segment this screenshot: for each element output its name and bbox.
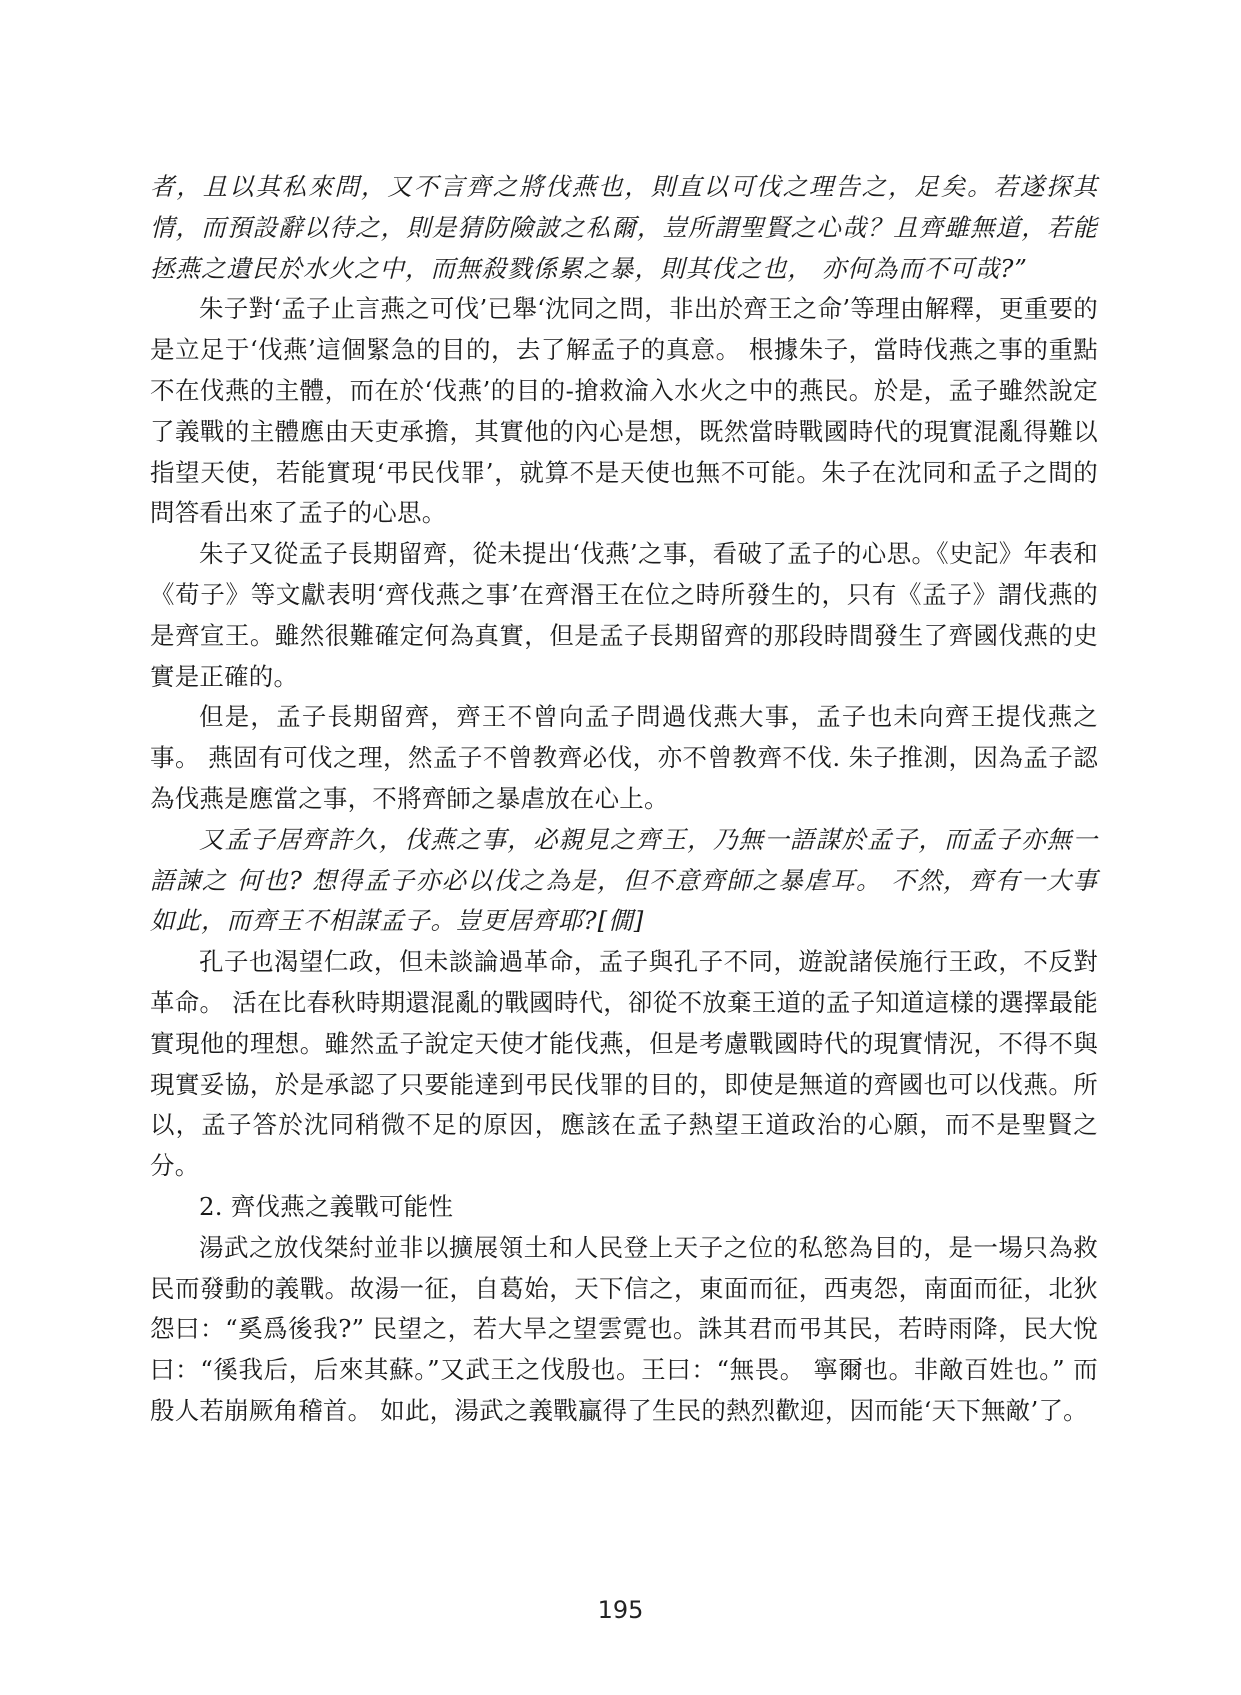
body-paragraph-3: 但是，孟子長期留齊，齊王不曾向孟子問過伐燕大事，孟子也未向齊王提伐燕之事。 燕固有可伐之理，然孟子不曾教齊必伐，亦不曾教齊不伐. 朱子推測，因為孟子認為伐燕是應當之事，不將齊師之暴虐放在心上。 [150,702,1098,813]
body-paragraph-5: 湯武之放伐桀紂並非以擴展領土和人民登上天子之位的私慾為目的，是一場只為救民而發動的義戰。故湯一征，自葛始，天下信之，東面而征，西夷怨，南面而征，北狄怨曰：“奚爲後我?” 民望之，若大旱之望雲霓也。誅其君而弔其民，若時雨降，民大悅曰：“徯我后，后來其蘇。”又武王之伐殷也。王曰：“無畏。 寧爾也。非敵百姓也。” 而殷人若崩厥角稽首。 如此，湯武之義戰贏得了生民的熱烈歡迎，因而能‘天下無敵’了。 [150,1232,1098,1425]
body-text [150,167,1098,1432]
quote-paragraph-2: 又孟子居齊許久，伐燕之事，必親見之齊王，乃無一語謀於孟子，而孟子亦無一語諫之 何也? 想得孟子亦必以伐之為是，但不意齊師之暴虐耳。 不然，齊有一大事如此，而齊王不相謀孟子。豈更居齊耶?[僩] [150,824,1098,936]
body-paragraph-2: 朱子又從孟子長期留齊，從未提出‘伐燕’之事，看破了孟子的心思。《史記》年表和《荀子》等文獻表明‘齊伐燕之事’在齊湣王在位之時所發生的，只有《孟子》謂伐燕的是齊宣王。雖然很難確定何為真實，但是孟子長期留齊的那段時間發生了齊國伐燕的史實是正確的。 [150,539,1098,691]
section-heading: 2. 齊伐燕之義戰可能性 [199,1191,454,1221]
page-number: 195 [597,1596,644,1624]
body-paragraph-4: 孔子也渴望仁政，但未談論過革命，孟子與孔子不同，遊說諸侯施行王政，不反對革命。 活在比春秋時期還混亂的戰國時代，卻從不放棄王道的孟子知道這樣的選擇最能實現他的理想。雖然孟子說定天使才能伐燕，但是考慮戰國時代的現實情況，不得不與現實妥協，於是承認了只要能達到弔民伐罪的目的，即使是無道的齊國也可以伐燕。所以，孟子答於沈同稍微不足的原因，應該在孟子熱望王道政治的心願，而不是聖賢之分。 [150,947,1098,1181]
quote-paragraph-1: 者，且以其私來問，又不言齊之將伐燕也，則直以可伐之理告之，足矣。若遂探其情，而預設辭以待之，則是猜防險詖之私爾，豈所謂聖賢之心哉？且齊雖無道，若能拯燕之遺民於水火之中，而無殺戮係累之暴，則其伐之也， 亦何為而不可哉?” [150,172,1098,283]
body-paragraph-1: 朱子對‘孟子止言燕之可伐’已舉‘沈同之問，非出於齊王之命’等理由解釋，更重要的是立足于‘伐燕’這個緊急的目的，去了解孟子的真意。 根據朱子，當時伐燕之事的重點不在伐燕的主體，而在於‘伐燕’的目的-搶救淪入水火之中的燕民。於是，孟子雖然說定了義戰的主體應由天吏承擔，其實他的內心是想，既然當時戰國時代的現實混亂得難以指望天使，若能實現‘弔民伐罪’，就算不是天使也無不可能。朱子在沈同和孟子之間的問答看出來了孟子的心思。 [150,294,1098,528]
